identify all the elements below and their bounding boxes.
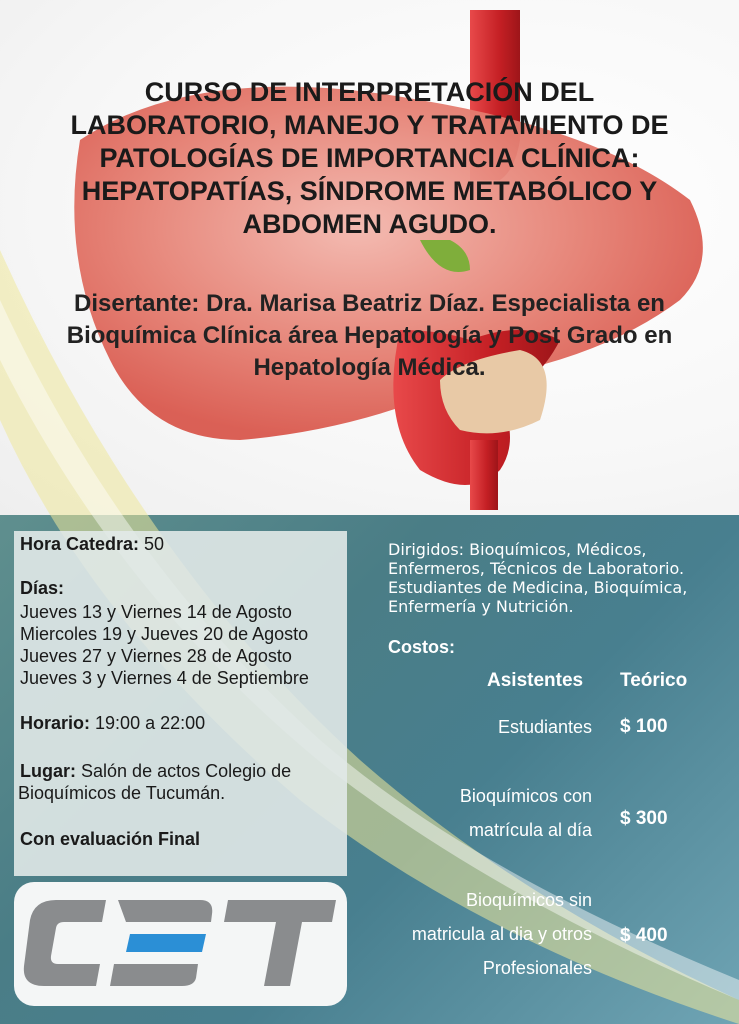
title-line: PATOLOGÍAS DE IMPORTANCIA CLÍNICA: <box>99 143 640 173</box>
category-line: Profesionales <box>482 958 592 978</box>
schedule-row <box>20 712 205 734</box>
speaker-info <box>10 288 729 384</box>
schedule-value: 19:00 a 22:00 <box>95 713 206 733</box>
speaker-line: Bioquímica Clínica área Hepatología y Post Grado en <box>66 322 673 349</box>
day-item: Miercoles 19 y Jueves 20 de Agosto <box>20 624 309 644</box>
cost-category <box>386 883 592 985</box>
title-line: CURSO DE INTERPRETACIÓN DEL <box>144 77 595 107</box>
title-line: HEPATOPATÍAS, SÍNDROME METABÓLICO Y <box>81 176 658 206</box>
target-audience <box>388 540 733 616</box>
speaker-line: Disertante: Dra. Marisa Beatriz Díaz. Especialista en <box>74 290 665 317</box>
audience-line: Enfermeros, Técnicos de Laboratorio. <box>388 559 685 578</box>
hours-label: Hora Catedra: <box>20 534 140 554</box>
title-line: ABDOMEN AGUDO. <box>242 209 497 239</box>
category-line: matrícula al día <box>468 820 592 840</box>
theory-header: Teórico <box>620 670 688 691</box>
category-line: matricula al dia y otros <box>411 924 592 944</box>
cost-price: $ 100 <box>620 716 668 737</box>
days-label: Días: <box>20 578 65 598</box>
cbt-logo-panel <box>14 882 347 1006</box>
day-item: Jueves 27 y Viernes 28 de Agosto <box>20 646 292 666</box>
cost-category <box>386 710 592 744</box>
venue-row <box>20 760 291 782</box>
category-line: Estudiantes <box>497 717 592 737</box>
venue-value: Salón de actos Colegio de <box>81 761 292 781</box>
venue-label: Lugar: <box>20 761 76 781</box>
hours-value: 50 <box>144 534 165 554</box>
costs-label: Costos: <box>388 637 455 657</box>
cost-category <box>386 779 592 847</box>
cbt-logo <box>14 882 347 1006</box>
course-details-panel <box>14 531 347 876</box>
schedule-label: Horario: <box>20 713 91 733</box>
day-item: Jueves 3 y Viernes 4 de Septiembre <box>20 668 309 688</box>
venue-value-continued: Bioquímicos de Tucumán. <box>18 783 226 803</box>
evaluation-note: Con evaluación Final <box>20 829 201 849</box>
audience-line: Enfermería y Nutrición. <box>388 597 574 616</box>
audience-line: Dirigidos: Bioquímicos, Médicos, <box>388 540 647 559</box>
cost-price: $ 300 <box>620 808 668 829</box>
attendees-header: Asistentes <box>487 670 584 691</box>
title-line: LABORATORIO, MANEJO Y TRATAMIENTO DE <box>70 110 669 140</box>
category-line: Bioquímicos sin <box>465 890 592 910</box>
speaker-line: Hepatología Médica. <box>253 354 486 381</box>
cost-price: $ 400 <box>620 925 668 946</box>
category-line: Bioquímicos con <box>459 786 592 806</box>
hours-row <box>20 533 164 555</box>
day-item: Jueves 13 y Viernes 14 de Agosto <box>20 602 292 622</box>
audience-line: Estudiantes de Medicina, Bioquímica, <box>388 578 688 597</box>
course-title <box>10 76 729 241</box>
